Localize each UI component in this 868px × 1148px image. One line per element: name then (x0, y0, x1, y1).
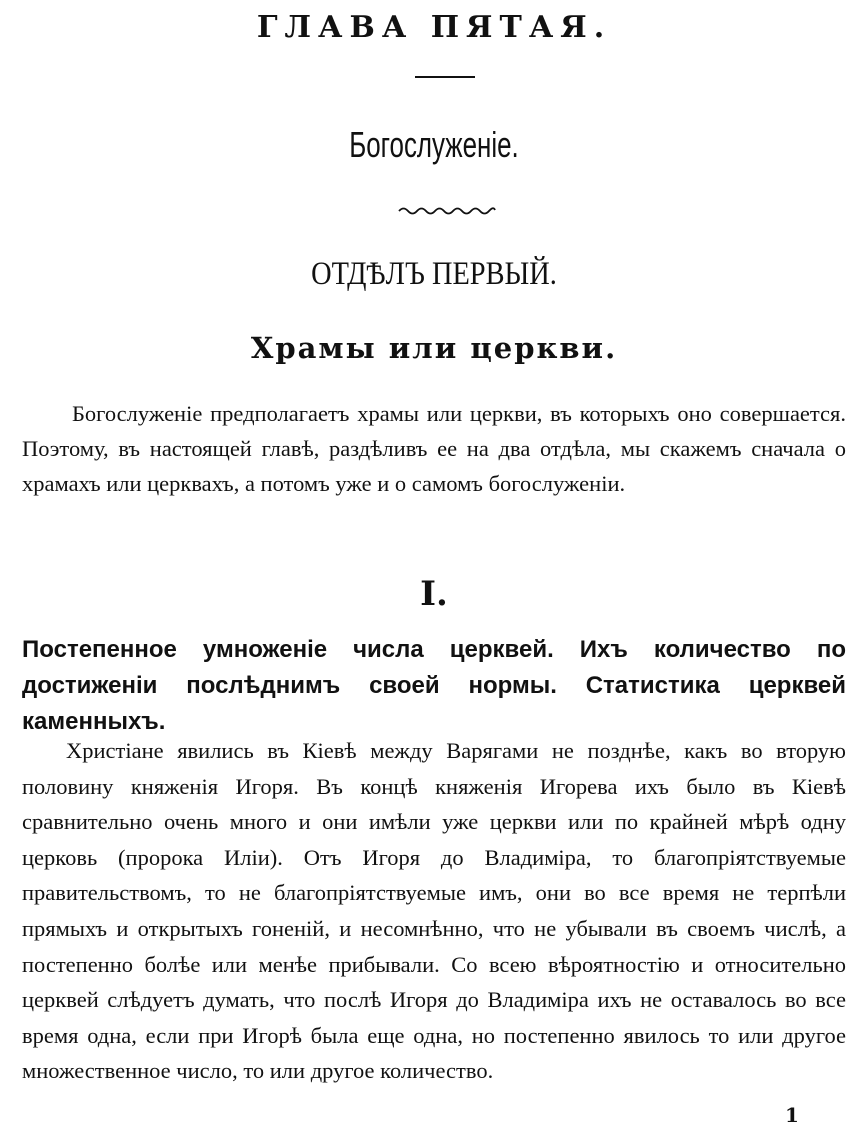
part-title: ОТДѢЛЪ ПЕРВЫЙ. (311, 256, 557, 292)
subsection-heading: Постепенное умноженіе числа церквей. Ихъ количество по достиженіи послѣднимъ своей нормы. Статистика церквей каменныхъ. (22, 636, 846, 735)
page-number: 1 (785, 1103, 799, 1127)
part-subtitle: Храмы или церкви. (250, 331, 618, 365)
body-paragraph (22, 733, 846, 1089)
wavy-ornament (397, 203, 497, 217)
body-text: Христіане явились въ Кіевѣ между Варягами не позднѣе, какъ во вторую половину княженія Игоря. Въ концѣ княженія Игорева ихъ было въ Кіевѣ сравнительно очень много и они имѣли уже церкви или по крайней мѣрѣ одну церковь (пророка Иліи). Отъ Игоря до Владиміра, то благопріятствуемые правительствомъ, то не благопріятствуемые имъ, они во все время не терпѣли прямыхъ и открытыхъ гоненій, и несомнѣнно, что не убывали въ своемъ числѣ, а постепенно болѣе или менѣе прибывали. Со всею вѣроятностію и относительно церквей слѣдуетъ думать, что послѣ Игоря до Владиміра ихъ не оставалось во все время одна, если при Игорѣ была еще одна, но постепенно явилось то или другое множественное число, то или другое количество. (22, 738, 846, 1084)
title-rule (415, 76, 475, 78)
chapter-title: ГЛАВА ПЯТАЯ. (256, 10, 612, 45)
section-title: Богослуженіе. (349, 124, 519, 165)
intro-text: Богослуженіе предполагаетъ храмы или церкви, въ которыхъ оно совершается. Поэтому, въ настоящей главѣ, раздѣливъ ее на два отдѣла, мы скажемъ сначала о храмахъ или церквахъ, а потомъ уже и о самомъ богослуженіи. (22, 401, 846, 496)
section-numeral: I. (420, 574, 448, 614)
intro-paragraph (22, 396, 846, 501)
